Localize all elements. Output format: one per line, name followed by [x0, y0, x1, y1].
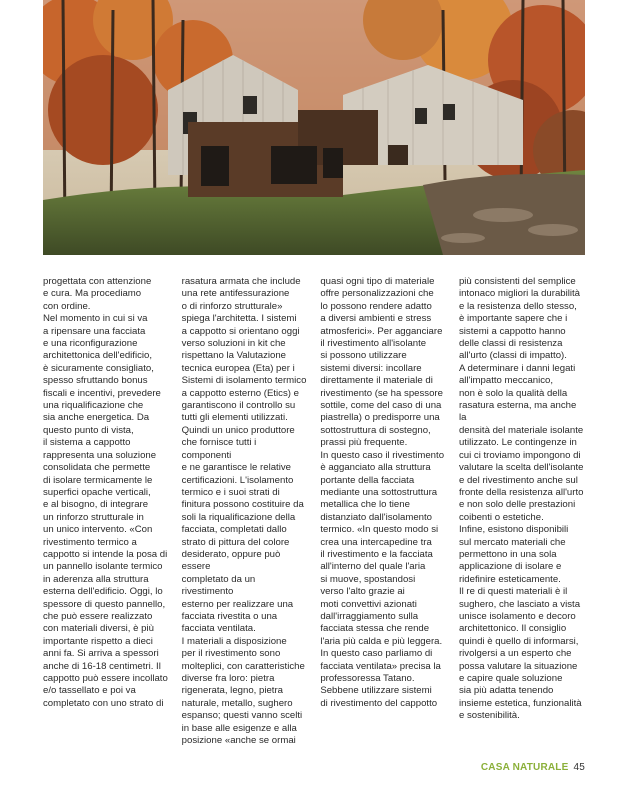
- text-line: cappotto può essere incollato: [43, 673, 168, 684]
- text-line: atmosferici». Per agganciare: [320, 325, 443, 337]
- text-line: esterna dell'edificio. Oggi, lo: [43, 586, 163, 598]
- text-line: valutare la scelta dell'isolante: [458, 462, 584, 474]
- text-line: densità del materiale isolante: [458, 424, 584, 436]
- text-line: l'aria più calda e più leggera.: [320, 635, 443, 647]
- text-line: e capire quale soluzione: [458, 673, 563, 684]
- text-line: è sicuramente consigliato,: [43, 362, 154, 374]
- text-line: posizione «anche se ormai: [181, 735, 296, 747]
- text-line: rispettano la Valutazione: [181, 350, 287, 362]
- text-line: A determinare i danni legati: [458, 362, 576, 374]
- text-line: delle classi di resistenza: [458, 338, 563, 350]
- page-footer: [481, 762, 585, 773]
- text-line: all'urto (classi di impatto).: [458, 350, 567, 362]
- text-line: In questo caso parliamo di: [320, 648, 433, 660]
- text-line: un rinforzo strutturale in: [43, 511, 144, 523]
- text-line: utilizzato. Le contingenze in: [458, 437, 577, 449]
- text-line: sia anche energetica. Da: [43, 412, 150, 424]
- text-line: per il rivestimento sono: [181, 648, 281, 660]
- text-line: dall'irraggiamento sulla: [320, 610, 419, 622]
- text-line: spesso sfruttando bonus: [43, 375, 148, 387]
- text-line: sul mercato materiali che: [458, 536, 566, 548]
- text-line: anni fa. Si arriva a spessori: [43, 648, 159, 660]
- text-line: il rivestimento all'isolante: [320, 338, 427, 350]
- text-line: rivestimento termico a: [43, 536, 137, 548]
- text-line: e la resistenza dello stesso,: [458, 300, 577, 312]
- magazine-name: CASA NATURALE: [480, 762, 569, 773]
- text-line: Il re di questi materiali è il: [458, 586, 568, 598]
- text-line: desiderato, oppure può essere: [181, 548, 281, 573]
- text-column-2: [182, 276, 308, 756]
- text-line: verso soluzioni in kit che: [181, 338, 286, 350]
- text-line: tutti gli elementi utilizzati.: [181, 412, 288, 424]
- text-line: e ne garantisce le relative: [181, 462, 291, 474]
- text-line: una riqualificazione che: [43, 400, 144, 412]
- text-line: e una riconfigurazione: [43, 338, 138, 350]
- text-line: importante rispetto a dieci: [43, 635, 153, 647]
- text-line: tecnica europea (Eta) per i: [181, 362, 295, 374]
- text-line: il rivestimento e la facciata: [320, 548, 433, 560]
- house-photo-illustration: [43, 0, 585, 255]
- text-line: sottostruttura di sostegno,: [320, 424, 431, 436]
- text-line: permettono in una sola: [458, 548, 557, 560]
- text-line: architettonico. Il consiglio: [458, 623, 567, 635]
- text-line: ridefinire esteticamente.: [458, 573, 561, 585]
- text-line: e sostenibilità.: [458, 710, 520, 722]
- text-line: rasatura esterna, ma anche la: [458, 400, 577, 424]
- text-line: con materiali diversi, è più: [43, 623, 154, 635]
- text-line: a cappotto esterno (Etics) e: [181, 387, 299, 399]
- text-line: termico e i suoi strati di: [181, 486, 280, 498]
- text-line: facciata stessa che rende: [320, 623, 430, 635]
- text-line: progettata con attenzione: [43, 276, 152, 287]
- text-line: a diversi ambienti e stress: [320, 313, 432, 325]
- text-line: e cura. Ma procediamo: [43, 288, 142, 300]
- text-line: soli la riqualificazione della: [181, 511, 296, 523]
- text-line: sistemi diversi: incollare: [320, 362, 422, 374]
- text-line: portante della facciata: [320, 474, 415, 486]
- text-line: offre personalizzazioni che: [320, 288, 434, 300]
- text-line: Sistemi di isolamento termico: [181, 375, 307, 387]
- text-line: finitura possono costituire da: [181, 499, 304, 511]
- text-line: si muove, spostandosi: [320, 573, 416, 585]
- text-line: I materiali a disposizione: [181, 635, 287, 647]
- text-column-4: [459, 276, 585, 756]
- text-line: che può essere realizzato: [43, 610, 153, 622]
- text-line: in aderenza alla struttura: [43, 573, 149, 585]
- text-line: che fornisce tutti i componenti: [181, 437, 257, 461]
- text-line: superfici opache verticali,: [43, 486, 151, 498]
- text-line: facciata rivestita o una: [181, 610, 278, 622]
- text-line: o di rinforzo strutturale»: [181, 300, 283, 312]
- text-line: certificazioni. L'isolamento: [181, 474, 294, 486]
- text-line: architettonica dell'edificio,: [43, 350, 153, 362]
- page-number: 45: [573, 762, 585, 773]
- text-line: il sistema a cappotto: [43, 437, 131, 449]
- text-line: e non solo delle prestazioni: [458, 499, 576, 511]
- text-line: sistemi a cappotto hanno: [458, 325, 566, 337]
- text-line: metallica che lo tiene: [320, 499, 410, 511]
- text-line: moti convettivi azionati: [320, 598, 417, 610]
- text-line: con ordine.: [43, 300, 91, 312]
- text-line: fiscali e incentivi, prevedere: [43, 387, 161, 399]
- text-line: Sebbene utilizzare sistemi: [320, 685, 432, 697]
- text-line: coibenti o estetiche.: [458, 511, 544, 523]
- text-line: consolidata che permette: [43, 462, 151, 474]
- text-line: espanso; questi vanno scelti: [181, 710, 303, 722]
- text-line: completato con uno strato di: [43, 697, 164, 709]
- text-line: garantiscono il controllo su: [181, 400, 296, 412]
- text-line: e/o tassellato e poi va: [43, 685, 136, 697]
- text-line: di rivestimento del cappotto: [320, 697, 438, 709]
- text-line: Infine, esistono disponibili: [458, 524, 569, 536]
- text-line: diverse fra loro: pietra: [181, 673, 275, 684]
- text-column-1: [43, 276, 169, 756]
- text-line: verso l'alto grazie ai: [320, 586, 405, 598]
- text-line: professoressa Tatano.: [320, 673, 415, 684]
- text-line: applicazione di isolare e: [458, 561, 562, 573]
- text-line: di isolare termicamente le: [43, 474, 153, 486]
- text-line: e del rivestimento anche sul: [458, 474, 578, 486]
- text-line: quasi ogni tipo di materiale: [320, 276, 435, 287]
- text-line: quindi è quello di informarsi,: [458, 635, 579, 647]
- text-line: Quindi un unico produttore: [181, 424, 295, 436]
- text-line: rivestimento (se ha spessore: [320, 387, 443, 399]
- text-line: sottile, come del caso di una: [320, 400, 442, 412]
- text-line: In questo caso il rivestimento: [320, 449, 445, 461]
- text-line: unisce isolamento e decoro: [458, 610, 576, 622]
- text-line: insieme estetica, funzionalità: [458, 697, 582, 709]
- text-line: rappresenta una soluzione: [43, 449, 157, 461]
- text-line: prassi più frequente.: [320, 437, 408, 449]
- text-line: esterno per realizzare una: [181, 598, 294, 610]
- text-line: distanziato dall'isolamento: [320, 511, 433, 523]
- text-line: più consistenti del semplice: [458, 276, 576, 287]
- text-line: spessore di questo pannello,: [43, 598, 166, 610]
- text-line: spiega l'architetta. I sistemi: [181, 313, 297, 325]
- text-line: un unico intervento. «Con: [43, 524, 153, 536]
- text-line: a ripensare una facciata: [43, 325, 146, 337]
- text-line: rivolgersi a un esperto che: [458, 648, 572, 660]
- text-line: mediante una sottostruttura: [320, 486, 438, 498]
- text-line: termico. «In questo modo si: [320, 524, 439, 536]
- article-columns: [43, 276, 585, 756]
- text-column-3: [320, 276, 446, 756]
- text-line: lo possono rendere adatto: [320, 300, 432, 312]
- text-line: rasatura armata che include: [181, 276, 301, 287]
- text-line: direttamente il materiale di: [320, 375, 433, 387]
- text-line: un pannello isolante termico: [43, 561, 163, 573]
- text-line: Nel momento in cui si va: [43, 313, 148, 325]
- text-line: si possono utilizzare: [320, 350, 407, 362]
- text-line: cappotto si intende la posa di: [43, 548, 168, 560]
- text-line: una rete antifessurazione: [181, 288, 290, 300]
- text-line: crea una intercapedine tra: [320, 536, 432, 548]
- text-line: completato da un rivestimento: [181, 573, 256, 598]
- text-line: naturale, metallo, sughero: [181, 697, 293, 709]
- text-line: rigenerata, legno, pietra: [181, 685, 283, 697]
- text-line: non è solo la qualità della: [458, 387, 568, 399]
- text-line: è agganciato alla struttura: [320, 462, 431, 474]
- text-line: fronte della resistenza all'urto: [458, 486, 584, 498]
- text-line: anche di 16-18 centimetri. Il: [43, 660, 161, 672]
- text-line: intonaco migliori la durabilità: [458, 288, 581, 300]
- text-line: è importante sapere che i: [458, 313, 568, 325]
- text-line: in base alle esigenze e alla: [181, 722, 297, 734]
- text-line: questo punto di vista,: [43, 424, 134, 436]
- text-line: facciata ventilata» precisa la: [320, 660, 441, 672]
- text-line: all'impatto meccanico,: [458, 375, 554, 387]
- text-line: cui ci troviamo impongono di: [458, 449, 581, 461]
- text-line: sia più adatta tenendo: [458, 685, 554, 697]
- text-line: sughero, che lasciato a vista: [458, 598, 581, 610]
- text-line: a cappotto si orientano oggi: [181, 325, 300, 337]
- text-line: strato di pittura del colore: [181, 536, 290, 548]
- text-line: piastrella) o predisporre una: [320, 412, 440, 424]
- hero-photo: [43, 0, 585, 255]
- text-line: facciata ventilata.: [181, 623, 256, 635]
- text-line: e al bisogno, di integrare: [43, 499, 149, 511]
- text-line: facciata, completati dallo: [181, 524, 287, 536]
- text-line: all'interno del quale l'aria: [320, 561, 426, 573]
- text-line: possa valutare la situazione: [458, 660, 578, 672]
- text-line: molteplici, con caratteristiche: [181, 660, 305, 672]
